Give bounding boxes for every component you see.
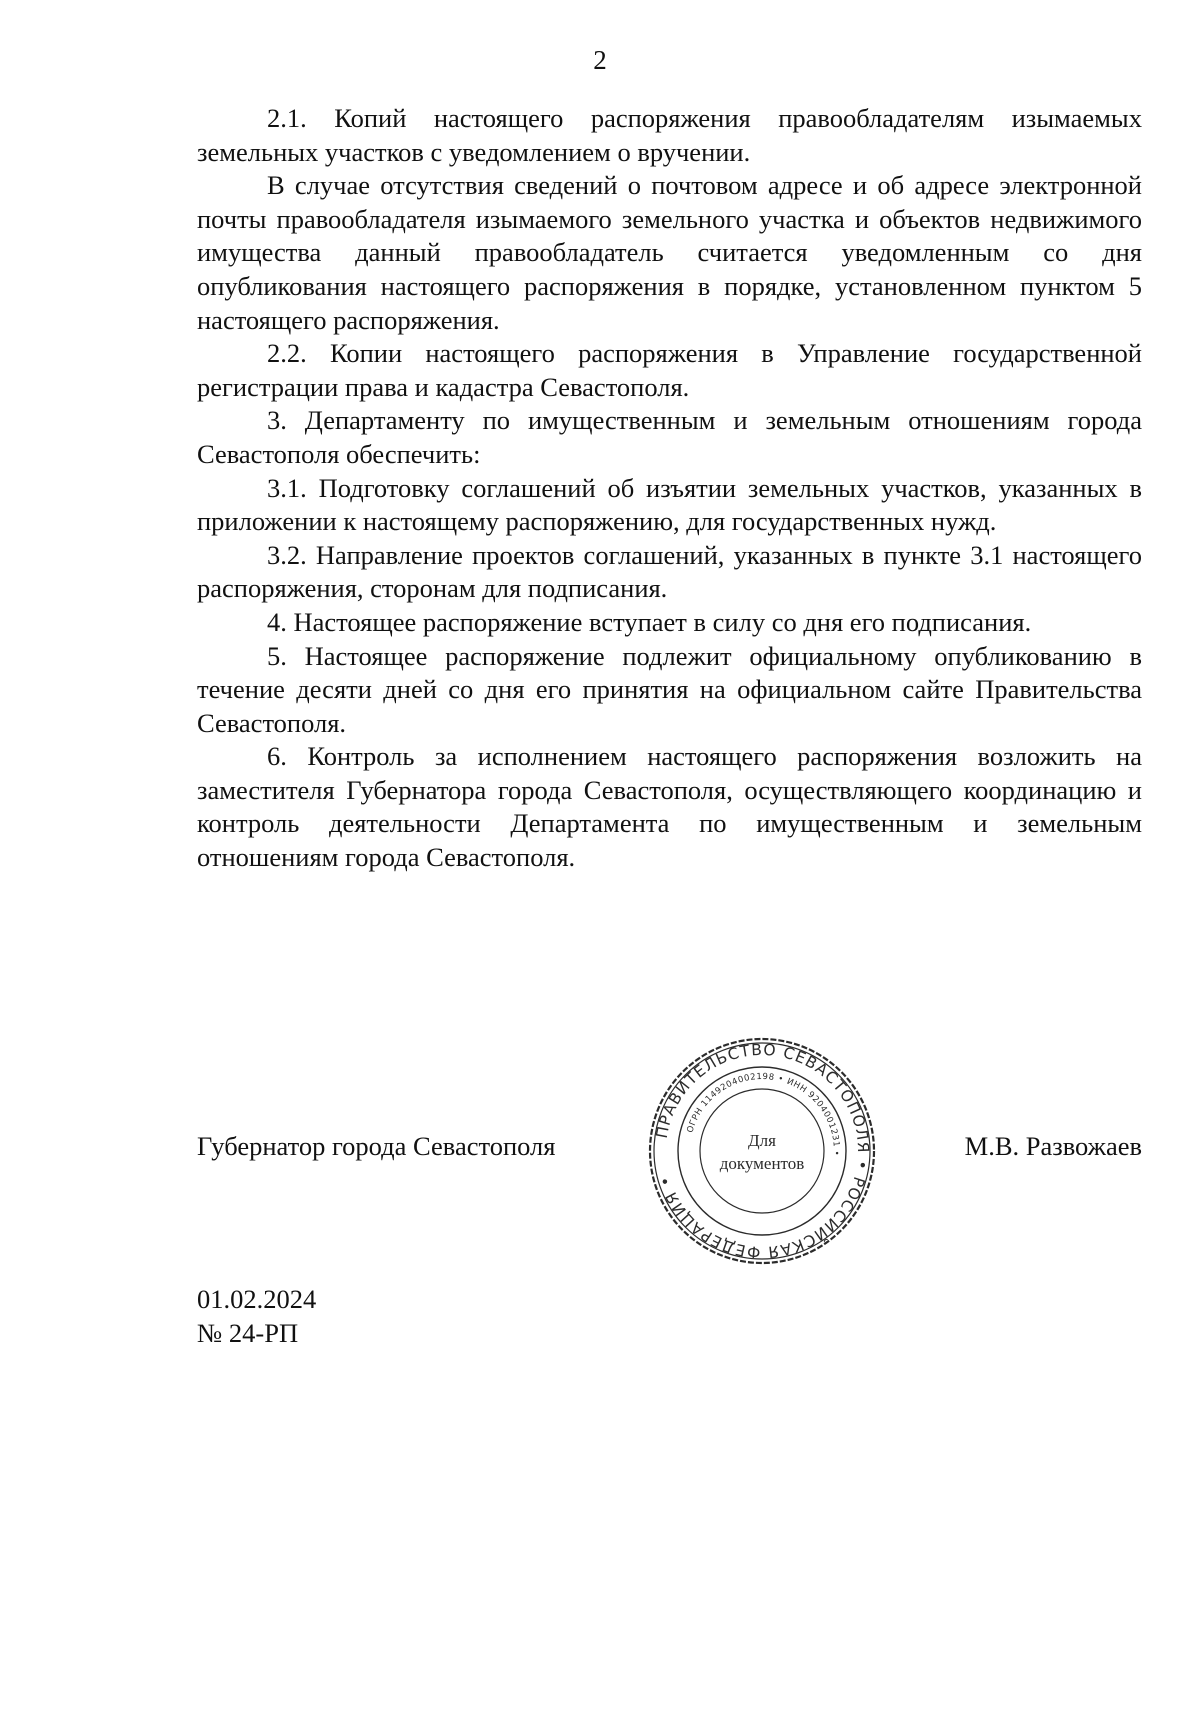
- stamp-center-line-1: Для: [748, 1131, 776, 1150]
- page-number: 2: [593, 45, 607, 75]
- paragraph-2-2: 2.2. Копии настоящего распоряжения в Управление государственной регистрации права и кадастра Севастополя.: [197, 338, 1142, 402]
- stamp-inner-text: ОГРН 1149204002198 • ИНН 9204001231 •: [685, 1071, 842, 1157]
- document-body: [197, 102, 1142, 875]
- paragraph-6: 6. Контроль за исполнением настоящего распоряжения возложить на заместителя Губернатора города Севастополя, осуществляющего координацию и контроль деятельности Департамента по имущественным и земельным отношениям города Севастополя.: [197, 741, 1142, 873]
- stamp-center-line-2: документов: [719, 1154, 805, 1173]
- paragraph-4: 4. Настоящее распоряжение вступает в силу со дня его подписания.: [267, 606, 1032, 637]
- paragraph-2-1-note: В случае отсутствия сведений о почтовом адресе и об адресе электронной почты правообладателя изымаемого земельного участка и объектов недвижимого имущества данный правообладатель считается уведомленным со дня опубликования настоящего распоряжения в порядке, установленном пунктом 5 настоящего распоряжения.: [197, 170, 1142, 335]
- stamp-outer-text: ПРАВИТЕЛЬСТВО СЕВАСТОПОЛЯ • РОССИЙСКАЯ ФЕДЕРАЦИЯ •: [652, 1040, 873, 1262]
- document-date: 01.02.2024: [197, 1284, 317, 1314]
- signatory-title: Губернатор города Севастополя: [197, 1131, 556, 1161]
- paragraph-3-2: 3.2. Направление проектов соглашений, указанных в пункте 3.1 настоящего распоряжения, сторонам для подписания.: [197, 539, 1142, 604]
- paragraph-3-1: 3.1. Подготовку соглашений об изъятии земельных участков, указанных в приложении к настоящему распоряжению, для государственных нужд.: [197, 472, 1142, 537]
- paragraph-2-1: 2.1. Копий настоящего распоряжения правообладателям изымаемых земельных участков с уведомлением о вручении.: [197, 103, 1142, 167]
- official-seal-stamp: [646, 1035, 878, 1267]
- signatory-name: М.В. Развожаев: [964, 1131, 1142, 1161]
- document-number: № 24-РП: [197, 1318, 299, 1348]
- paragraph-3: 3. Департаменту по имущественным и земельным отношениям города Севастополя обеспечить:: [197, 405, 1142, 469]
- paragraph-5: 5. Настоящее распоряжение подлежит официальному опубликованию в течение десяти дней со дня его принятия на официальном сайте Правительства Севастополя.: [197, 640, 1142, 738]
